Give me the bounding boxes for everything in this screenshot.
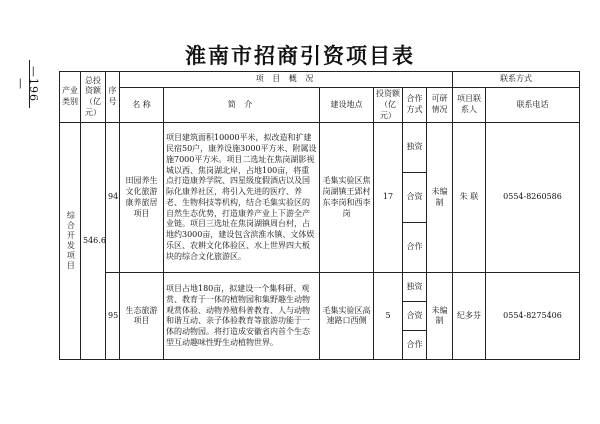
project-phone: 0554-8260586 [486, 123, 580, 273]
header-row-1 [60, 72, 580, 88]
coop-partner: 合作 [403, 223, 427, 273]
project-seq: 95 [106, 273, 120, 360]
project-location: 毛集实验区焦岗湖镇王郢村东李岗和西李岗 [320, 123, 374, 273]
page-title: 淮南市招商引资项目表 [185, 43, 415, 68]
header-contact: 联系方式 [453, 72, 580, 88]
coop-sole: 独资 [403, 273, 427, 302]
page-number: —196— [14, 66, 40, 102]
header-phone: 联系电话 [486, 88, 580, 123]
coop-joint: 合资 [403, 173, 427, 223]
header-project-overview: 项 目 概 况 [120, 72, 453, 88]
project-seq: 94 [106, 123, 120, 273]
coop-partner: 合作 [403, 331, 427, 360]
project-intro: 项目建筑面积10000平米，拟改造和扩建民宿50户，康养设施3000平方米、附属设施7000平方米。项目二选址在焦岗湖影视城以西、焦岗湖北岸，占地100亩，将重点打造康养学院、四星级度假酒店以及国际化康养社区，将引入先进的医疗、养老、生物科技等机构，结合毛集实验区的自然生态优势，打造康养产业上下游全产业链。项目三选址在焦岗湖镇周台村，占地约3000亩，建设包含滨淮水镇、文体娱乐区、农耕文化体验区、水上世界四大板块的综合文化旅游区。 [164, 123, 320, 273]
project-intro: 项目占地180亩，拟建设一个集科研、观赏、教育于一体的植物园和集野趣生动物观赏体验、动物养殖科普教育、人与动物和谐互动、亲子体验教育等旅游功能于一体的动物园。将打造成安徽省内首个生态型互动趣味性野生动植物世界。 [164, 273, 320, 360]
project-name: 田园养生文化旅游康养旅居项目 [120, 123, 164, 273]
category-total: 546.6 [81, 123, 106, 360]
header-seq: 序号 [106, 72, 120, 123]
coop-sole: 独资 [403, 123, 427, 173]
project-investment: 5 [374, 273, 403, 360]
coop-joint: 合资 [403, 302, 427, 331]
project-feasibility: 未编制 [427, 123, 453, 273]
project-table [59, 71, 580, 360]
header-total-investment: 总投资额（亿元） [81, 72, 106, 123]
header-investment: 投资额（亿元） [374, 88, 403, 123]
table-row [60, 273, 580, 302]
header-category: 产业类别 [60, 72, 81, 123]
header-intro: 简 介 [164, 88, 320, 123]
project-phone: 0554-8275406 [486, 273, 580, 360]
header-location: 建设地点 [320, 88, 374, 123]
table-row [60, 123, 580, 173]
header-row-2 [60, 88, 580, 123]
project-investment: 17 [374, 123, 403, 273]
project-person: 朱 联 [453, 123, 486, 273]
category-cell [60, 123, 81, 360]
project-person: 纪多芬 [453, 273, 486, 360]
project-feasibility: 未编制 [427, 273, 453, 360]
header-cooperation: 合作方式 [403, 88, 427, 123]
header-name: 名 称 [120, 88, 164, 123]
header-contact-person: 项目联系人 [453, 88, 486, 123]
project-location: 毛集实验区高速路口西侧 [320, 273, 374, 360]
project-name: 生态旅游项目 [120, 273, 164, 360]
header-feasibility: 可研情况 [427, 88, 453, 123]
category-label: 综合开发项目 [66, 211, 76, 272]
